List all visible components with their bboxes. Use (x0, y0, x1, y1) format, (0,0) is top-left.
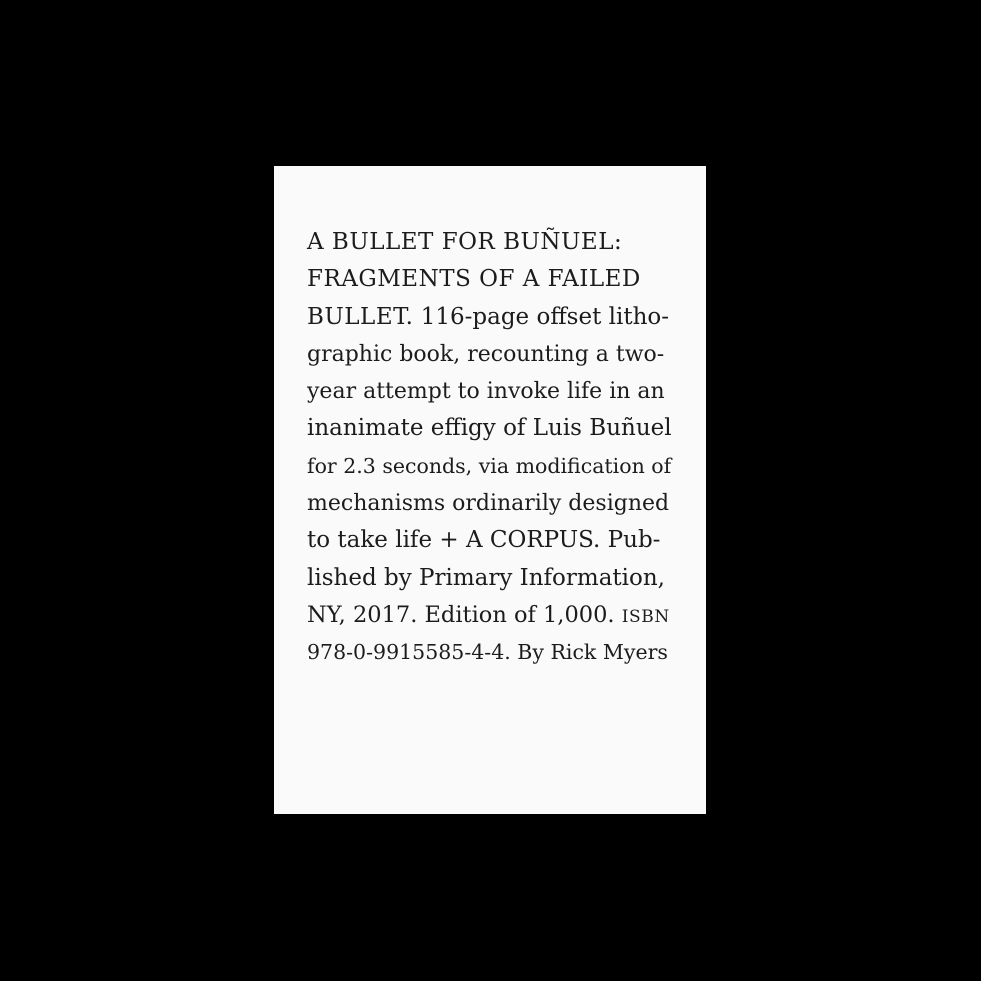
description-text: to take life + A CORPUS. Pub- (307, 527, 661, 554)
description-text: graphic book, recounting a two- (307, 341, 665, 367)
text-line (307, 560, 672, 597)
text-line (307, 224, 672, 261)
title-line-3: BULLET. (307, 303, 414, 330)
description-text: for 2.3 seconds, via modification of (307, 453, 672, 478)
description-text: year attempt to invoke life in an (307, 379, 665, 405)
title-line-2: FRAGMENTS OF A FAILED (307, 266, 641, 293)
text-line (307, 299, 672, 336)
text-line (307, 373, 672, 410)
text-line (307, 448, 672, 485)
text-line (307, 261, 672, 298)
text-line (307, 597, 672, 634)
publisher-text: lished by Primary Information, (307, 564, 665, 591)
description-text: 116-page offset litho- (413, 303, 670, 330)
text-line (307, 336, 672, 373)
edition-text: NY, 2017. Edition of 1,000. (307, 601, 622, 628)
text-line (307, 634, 672, 671)
book-card (274, 166, 706, 814)
title-line-1: A BULLET FOR BUÑUEL: (307, 229, 623, 255)
text-line (307, 522, 672, 559)
text-line (307, 410, 672, 447)
isbn-label: ISBN (621, 606, 670, 627)
description-text: inanimate effigy of Luis Buñuel (307, 415, 672, 442)
isbn-author-text: 978-0-9915585-4-4. By Rick Myers (307, 640, 668, 665)
text-line (307, 485, 672, 522)
description-text: mechanisms ordinarily designed (307, 491, 670, 517)
book-description (307, 224, 672, 672)
